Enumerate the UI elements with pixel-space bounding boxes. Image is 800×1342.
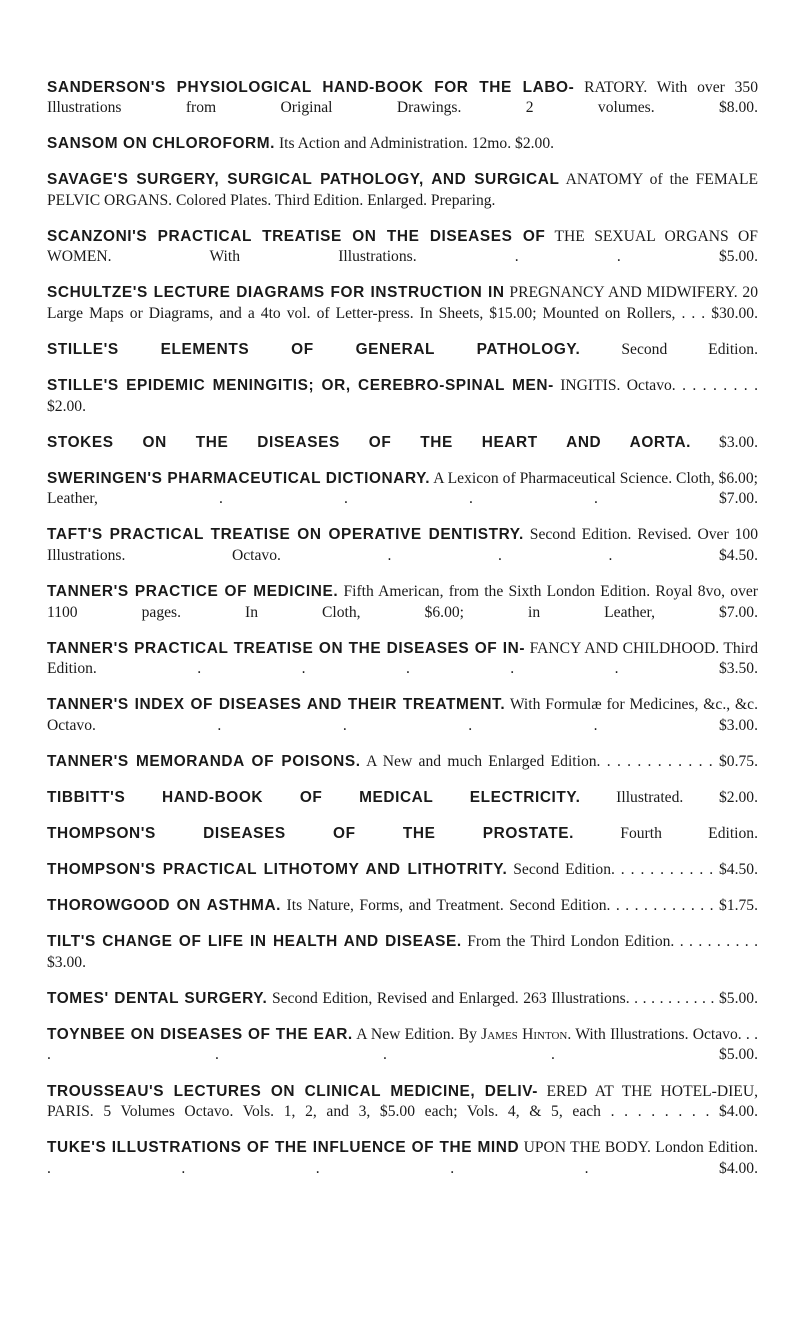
entry-description: Fourth Edition. <box>620 825 758 842</box>
entry-description: UPON THE BODY. London Edition. . . . . . $4.00. <box>47 1139 758 1177</box>
catalogue-entry-sansom <box>47 134 758 155</box>
entry-title: TILT'S CHANGE OF LIFE IN HEALTH AND DISEASE. <box>47 933 462 951</box>
entry-description: With Formulæ for Medicines, &c., &c. Octavo. . . . . $3.00. <box>47 696 758 734</box>
entry-description: From the Third London Edition. . . . . . . . . . $3.00. <box>47 933 759 971</box>
entry-title: TAFT'S PRACTICAL TREATISE ON OPERATIVE DENTISTRY. <box>47 526 524 544</box>
entry-title: TOYNBEE ON DISEASES OF THE EAR. <box>47 1025 353 1043</box>
catalogue-entry-stokes <box>47 433 758 454</box>
entry-title: SWERINGEN'S PHARMACEUTICAL DICTIONARY. <box>47 469 431 487</box>
entry-description: A Lexicon of Pharmaceutical Science. Cloth, $6.00; Leather, . . . . $7.00. <box>47 469 758 508</box>
catalogue-entry-stille-pathology <box>47 340 758 361</box>
catalogue-entry-savage <box>47 170 758 211</box>
entry-description: PREGNANCY AND MIDWIFERY. 20 Large Maps or Diagrams, and a 4to vol. of Letter-press. In Sheets, $15.00; Mounted on Rollers, . . . $30.00. <box>47 284 759 322</box>
entry-title: SCHULTZE'S LECTURE DIAGRAMS FOR INSTRUCTION IN <box>47 284 505 302</box>
catalogue-entry-tomes <box>47 989 758 1010</box>
entry-title: TANNER'S PRACTICE OF MEDICINE. <box>47 583 339 601</box>
catalogue-entry-tibbitt <box>47 788 758 809</box>
catalogue-entry-tuke <box>47 1138 758 1179</box>
entry-description: ERED AT THE HOTEL-DIEU, PARIS. 5 Volumes Octavo. Vols. 1, 2, and 3, $5.00 each; Vols. 4, & 5, each . . . . . . . . $4.00. <box>47 1082 758 1121</box>
entry-title: TROUSSEAU'S LECTURES ON CLINICAL MEDICINE, DELIV- <box>47 1082 538 1100</box>
entry-description: Its Nature, Forms, and Treatment. Second Edition. . . . . . . . . . . . $1.75. <box>286 897 759 915</box>
entry-description: FANCY AND CHILDHOOD. Third Edition. . . . . . $3.50. <box>47 639 759 678</box>
entry-description: Second Edition. . . . . . . . . . . $4.50. <box>513 861 758 879</box>
entry-description: Second Edition, Revised and Enlarged. 263 Illustrations. . . . . . . . . . . $5.00. <box>271 989 758 1007</box>
entry-author: James Hinton. <box>481 1025 572 1043</box>
entry-title: TANNER'S MEMORANDA OF POISONS. <box>47 752 361 770</box>
entry-description: ANATOMY of the FEMALE PELVIC ORGANS. Colored Plates. Third Edition. Enlarged. Preparing. <box>47 171 758 209</box>
entry-title: TANNER'S INDEX OF DISEASES AND THEIR TREATMENT. <box>47 696 506 714</box>
entry-description: Second Edition. Revised. Over 100 Illustrations. Octavo. . . . $4.50. <box>47 526 758 564</box>
entry-description: INGITIS. Octavo. . . . . . . . . $2.00. <box>47 377 758 415</box>
entry-title: SANSOM ON CHLOROFORM. <box>47 135 276 153</box>
entry-title: THOROWGOOD ON ASTHMA. <box>47 897 282 915</box>
catalogue-entry-toynbee <box>47 1025 758 1066</box>
entry-title: SANDERSON'S PHYSIOLOGICAL HAND-BOOK FOR THE LABO- <box>47 78 575 96</box>
entry-title: STOKES ON THE DISEASES OF THE HEART AND AORTA. <box>47 433 692 451</box>
catalogue-entry-tanner-index <box>47 695 758 736</box>
entry-title: SAVAGE'S SURGERY, SURGICAL PATHOLOGY, AND SURGICAL <box>47 171 560 189</box>
catalogue-entry-scanzoni <box>47 227 758 268</box>
entry-description: Fifth American, from the Sixth London Edition. Royal 8vo, over 1100 pages. In Cloth, $6.00; in Leather, $7.00. <box>47 583 758 621</box>
catalogue-entry-tilt <box>47 932 758 973</box>
entry-title: THOMPSON'S DISEASES OF THE PROSTATE. <box>47 825 574 842</box>
entry-description-continued: With Illustrations. Octavo. . . . . . . $5.00. <box>47 1025 758 1064</box>
entry-title: TUKE'S ILLUSTRATIONS OF THE INFLUENCE OF THE MIND <box>47 1139 520 1157</box>
entry-description: Second Edition. <box>621 341 758 359</box>
catalogue-entry-thorowgood <box>47 896 758 917</box>
entry-title: TIBBITT'S HAND-BOOK OF MEDICAL ELECTRICITY. <box>47 788 581 806</box>
catalogue-entry-tanner-infancy <box>47 639 758 680</box>
entry-description: Illustrated. $2.00. <box>616 788 758 806</box>
entry-description: THE SEXUAL ORGANS OF WOMEN. With Illustrations. . . $5.00. <box>47 227 758 266</box>
catalogue-entry-trousseau <box>47 1082 758 1123</box>
catalogue-entry-tanner-poisons <box>47 752 758 773</box>
entry-title: TOMES' DENTAL SURGERY. <box>47 989 268 1007</box>
entry-description: Its Action and Administration. 12mo. $2.00. <box>278 135 555 153</box>
catalogue-entry-schultze <box>47 283 758 324</box>
catalogue-entry-taft <box>47 525 758 566</box>
entry-title: TANNER'S PRACTICAL TREATISE ON THE DISEASES OF IN- <box>47 639 526 657</box>
catalogue-entry-thompson-lithotomy <box>47 860 758 881</box>
entry-title: THOMPSON'S PRACTICAL LITHOTOMY AND LITHOTRITY. <box>47 861 508 879</box>
entry-title: STILLE'S ELEMENTS OF GENERAL PATHOLOGY. <box>47 341 581 359</box>
catalogue-entry-tanner-practice <box>47 582 758 623</box>
entry-title: SCANZONI'S PRACTICAL TREATISE ON THE DISEASES OF <box>47 227 546 245</box>
catalogue-entry-stille-meningitis <box>47 376 758 417</box>
entry-title: STILLE'S EPIDEMIC MENINGITIS; OR, CEREBRO-SPINAL MEN- <box>47 377 554 395</box>
catalogue-entry-sweringen <box>47 469 758 510</box>
entry-description: RATORY. With over 350 Illustrations from Original Drawings. 2 volumes. $8.00. <box>47 78 759 117</box>
catalogue-entry-thompson-prostate <box>47 824 758 845</box>
catalogue-entry-sanderson <box>47 78 758 119</box>
entry-description: $3.00. <box>719 433 758 451</box>
entry-description: A New and much Enlarged Edition. . . . . . . . . . . . $0.75. <box>366 752 758 770</box>
entry-description: A New Edition. By <box>356 1025 477 1043</box>
